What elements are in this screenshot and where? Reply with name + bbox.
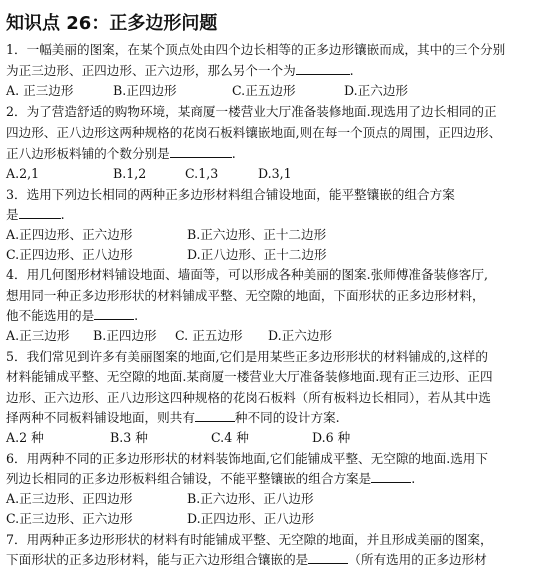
q2-line-1: 2．为了营造舒适的购物环境，某商厦一楼营业大厅准备装修地面.现选用了边长相同的正	[6, 104, 497, 119]
q5-answer-blank[interactable]	[195, 409, 235, 422]
q5-option-a: A.2 种	[6, 430, 44, 445]
q2-line-3	[6, 145, 236, 162]
q4-option-d: D.正六边形	[268, 328, 333, 343]
q5-line-4	[6, 409, 340, 426]
q2-option-d: D.3,1	[258, 166, 292, 181]
q6-option-d: D.正四边形、正八边形	[187, 511, 314, 526]
q4-option-c: C. 正五边形	[175, 328, 243, 343]
q1-option-a: A. 正三边形	[6, 83, 74, 98]
q5-option-d: D.6 种	[312, 430, 351, 445]
q7-line-2-text: 下面形状的正多边形材料，能与正六边形组合镶嵌的是	[6, 552, 309, 567]
q6-option-c: C.正三边形、正六边形	[6, 511, 133, 526]
q6-line-2	[6, 470, 415, 487]
q5-line-4-end: 种不同的设计方案.	[234, 410, 340, 425]
q4-line-3-end: .	[134, 308, 139, 323]
q3-line-2-text: 是	[6, 207, 19, 222]
q5-line-4-text: 择两种不同板料铺设地面，则共有	[6, 410, 195, 425]
q1-option-d: D.正六边形	[344, 83, 409, 98]
page-title: 知识点 26：正多边形问题	[6, 13, 218, 34]
q2-line-3-text: 正八边形板料铺的个数分别是	[6, 146, 170, 161]
q7-line-2	[6, 551, 487, 568]
q2-option-c: C.1,3	[185, 166, 219, 181]
q3-option-b: B.正六边形、正十二边形	[187, 227, 327, 242]
q1-line-2-end: .	[349, 63, 354, 78]
q4-line-3	[6, 307, 138, 324]
q1-line-2	[6, 62, 354, 79]
q3-option-d: D.正八边形、正十二边形	[187, 247, 327, 262]
q3-option-a: A.正四边形、正六边形	[6, 227, 133, 242]
q5-line-2: 材料能铺成平整、无空隙的地面.某商厦一楼营业大厅准备装修地面.现有正三边形、正四	[6, 369, 493, 384]
q6-option-a: A.正三边形、正四边形	[6, 491, 133, 506]
q1-answer-blank[interactable]	[296, 62, 350, 75]
q6-line-2-end: .	[411, 471, 416, 486]
q2-line-2: 四边形、正八边形这两种规格的花岗石板料镶嵌地面,则在每一个顶点的周围，正四边形、	[6, 125, 502, 140]
q3-line-2-end: .	[60, 207, 65, 222]
q1-option-c: C.正五边形	[232, 83, 296, 98]
q7-answer-blank[interactable]	[308, 551, 348, 564]
q5-option-c: C.4 种	[211, 430, 249, 445]
q2-option-b: B.1,2	[113, 166, 147, 181]
q4-option-b: B.正四边形	[93, 328, 157, 343]
q3-line-2	[6, 206, 65, 223]
q3-option-c: C.正四边形、正八边形	[6, 247, 133, 262]
q4-line-1: 4．用几何图形材料铺设地面、墙面等，可以形成各种美丽的图案.张师傅准备装修客厅,	[6, 267, 488, 282]
q6-answer-blank[interactable]	[371, 470, 411, 483]
q3-answer-blank[interactable]	[19, 206, 61, 219]
q5-line-1: 5．我们常见到许多有美丽图案的地面,它们是用某些正多边形形状的材料铺成的,这样的	[6, 349, 488, 364]
q6-option-b: B.正六边形、正八边形	[187, 491, 314, 506]
q5-option-b: B.3 种	[110, 430, 148, 445]
q4-option-a: A.正三边形	[6, 328, 70, 343]
q7-line-1: 7．用两种正多边形形状的材料有时能铺成平整、无空隙的地面，并且形成美丽的图案，	[6, 532, 493, 547]
q4-answer-blank[interactable]	[94, 307, 134, 320]
q6-line-1: 6．用两种不同的正多边形形状的材料装饰地面,它们能铺成平整、无空隙的地面.选用下	[6, 451, 488, 466]
q1-line-2-text: 为正三边形、正四边形、正六边形，那么另个一个为	[6, 63, 296, 78]
q4-line-3-text: 他不能选用的是	[6, 308, 95, 323]
q1-option-b: B.正四边形	[113, 83, 177, 98]
q3-line-1: 3．选用下列边长相同的两种正多边形材料组合铺设地面，能平整镶嵌的组合方案	[6, 187, 455, 202]
q4-line-2: 想用同一种正多边形形状的材料铺成平整、无空隙的地面，下面形状的正多边形材料，	[6, 288, 485, 303]
q2-answer-blank[interactable]	[170, 145, 232, 158]
q2-option-a: A.2,1	[6, 166, 40, 181]
q2-line-3-end: .	[231, 146, 236, 161]
q6-line-2-text: 列边长相同的正多边形板料组合铺设，不能平整镶嵌的组合方案是	[6, 471, 372, 486]
q5-line-3: 边形、正六边形、正八边形这四种规格的花岗石板料（所有板料边长相同），若从其中选	[6, 390, 491, 405]
q1-line-1: 1．一幅美丽的图案，在某个顶点处由四个边长相等的正多边形镶嵌而成，其中的三个分别	[6, 42, 506, 57]
q7-line-2-end: （所有选用的正多边形材	[348, 552, 487, 567]
